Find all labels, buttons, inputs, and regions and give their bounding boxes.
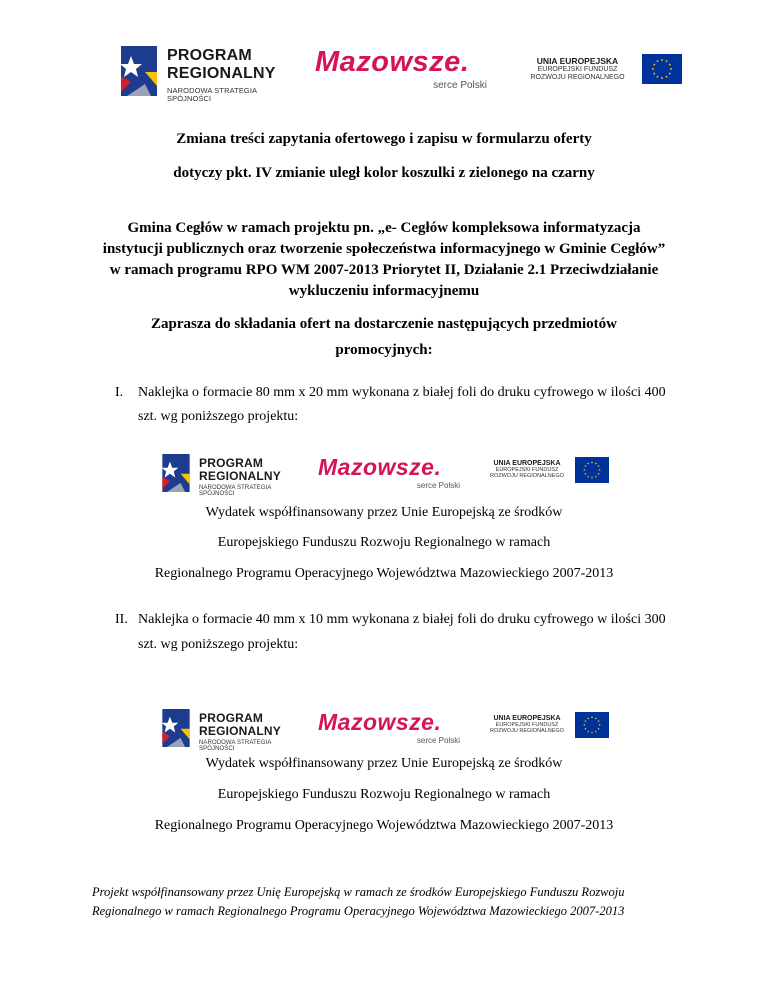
program-regionalny-logo <box>117 42 292 103</box>
eu-star-icon <box>584 465 586 467</box>
eu-logo-line3: ROZWOJU REGIONALNEGO <box>530 73 625 81</box>
eu-star-icon <box>661 59 664 62</box>
item-2-numeral: II. <box>115 612 128 627</box>
eu-star-icon <box>591 476 593 478</box>
sticker-2-text-3: Regionalnego Programu Operacyjnego Województwa Mazowieckiego 2007-2013 <box>154 818 614 833</box>
eu-star-icon <box>597 473 599 475</box>
mazowsze-tagline: serce Polski <box>433 80 487 91</box>
eu-star-icon <box>597 728 599 730</box>
eu-text-logo <box>482 460 572 479</box>
sticker-2-text-2: Europejskiego Funduszu Rozwoju Regionalnego w ramach <box>217 787 551 802</box>
mazowsze-tagline: serce Polski <box>416 736 460 745</box>
footer-line-2: Regionalnego w ramach Regionalnego Programu Operacyjnego Województwa Mazowieckiego 2007-2013 <box>92 904 625 918</box>
sticker-1-text-1: Wydatek współfinansowany przez Unie Europejską ze środków <box>205 505 563 520</box>
eu-star-icon <box>595 730 597 732</box>
eu-star-icon <box>584 728 586 730</box>
subject-line-1: Zmiana treści zapytania ofertowego i zapisu w formularzu oferty <box>176 131 592 147</box>
program-regionalny-mark-icon <box>117 42 161 100</box>
item-1-line-1: Naklejka o formacie 80 mm x 20 mm wykonana z białej foli do druku cyfrowego w ilości 400 <box>138 385 666 400</box>
program-logo-line3: NARODOWA STRATEGIA SPÓJNOŚCI <box>199 740 272 752</box>
eu-star-icon <box>587 730 589 732</box>
mazowsze-logo <box>318 456 468 496</box>
eu-star-icon <box>591 716 593 718</box>
eu-star-icon <box>597 720 599 722</box>
program-regionalny-mark-icon <box>159 706 193 750</box>
item-1-numeral: I. <box>115 385 124 400</box>
eu-star-icon <box>595 717 597 719</box>
intro-line-4: wykluczeniu informacyjnemu <box>288 283 480 299</box>
eu-logo-line2: EUROPEJSKI FUNDUSZ <box>495 722 559 729</box>
eu-star-icon <box>587 475 589 477</box>
eu-star-icon <box>583 724 585 726</box>
eu-star-icon <box>656 75 659 78</box>
sticker-1-text-3: Regionalnego Programu Operacyjnego Województwa Mazowieckiego 2007-2013 <box>154 566 614 581</box>
sticker-1-text-2: Europejskiego Funduszu Rozwoju Regionalnego w ramach <box>217 535 551 550</box>
eu-star-icon <box>591 461 593 463</box>
eu-star-icon <box>668 63 671 66</box>
eu-star-icon <box>587 462 589 464</box>
eu-flag-icon <box>642 54 682 84</box>
program-logo-line3: NARODOWA STRATEGIA SPÓJNOŚCI <box>199 485 272 497</box>
eu-star-icon <box>595 475 597 477</box>
program-logo-line1: PROGRAM <box>199 456 264 470</box>
eu-star-icon <box>668 72 671 75</box>
program-logo-line1: PROGRAM <box>167 47 252 64</box>
eu-logo-line2: EUROPEJSKI FUNDUSZ <box>495 467 559 474</box>
eu-star-icon <box>665 60 668 63</box>
sticker-2-text-1: Wydatek współfinansowany przez Unie Europejską ze środków <box>205 756 563 771</box>
eu-text-logo <box>482 715 572 734</box>
mazowsze-logo <box>318 711 468 751</box>
eu-text-logo <box>520 57 635 81</box>
intro-line-2: instytucji publicznych oraz tworzenie społeczeństwa informacyjnego w Gminie Cegłów” <box>102 241 666 257</box>
eu-logo-line1: UNIA EUROPEJSKA <box>493 460 561 467</box>
invite-line-1: Zaprasza do składania ofert na dostarczenie następujących przedmiotów <box>151 316 617 332</box>
program-logo-line1: PROGRAM <box>199 711 264 725</box>
mazowsze-wordmark: Mazowsze. <box>315 46 470 78</box>
eu-logo-line3: ROZWOJU REGIONALNEGO <box>490 728 564 735</box>
program-logo-line3: NARODOWA STRATEGIA SPÓJNOŚCI <box>167 86 257 103</box>
subject-line-2: dotyczy pkt. IV zmianie uległ kolor koszulki z zielonego na czarny <box>173 165 595 181</box>
mazowsze-wordmark: Mazowsze. <box>318 709 442 735</box>
eu-flag-icon <box>575 712 609 738</box>
eu-star-icon <box>599 724 601 726</box>
eu-logo-line1: UNIA EUROPEJSKA <box>536 56 619 66</box>
eu-star-icon <box>597 465 599 467</box>
eu-star-icon <box>661 77 664 80</box>
program-logo-line2: REGIONALNY <box>167 65 276 82</box>
sticker-1-logo-band <box>0 447 768 499</box>
eu-star-icon <box>652 68 655 71</box>
program-logo-line2: REGIONALNY <box>199 724 282 738</box>
header-logo-band <box>0 40 768 102</box>
eu-star-icon <box>656 60 659 63</box>
eu-star-icon <box>599 469 601 471</box>
item-2-line-2: szt. wg poniższego projektu: <box>138 637 299 652</box>
eu-star-icon <box>653 63 656 66</box>
eu-star-icon <box>653 72 656 75</box>
sticker-2-logo-band <box>0 702 768 754</box>
eu-star-icon <box>583 469 585 471</box>
eu-logo-line1: UNIA EUROPEJSKA <box>493 715 561 722</box>
item-1-line-2: szt. wg poniższego projektu: <box>138 409 299 424</box>
eu-star-icon <box>670 68 673 71</box>
eu-star-icon <box>665 75 668 78</box>
eu-star-icon <box>584 473 586 475</box>
program-regionalny-logo <box>159 706 299 750</box>
item-2-line-1: Naklejka o formacie 40 mm x 10 mm wykonana z białej foli do druku cyfrowego w ilości 300 <box>138 612 666 627</box>
eu-flag-icon <box>575 457 609 483</box>
eu-star-icon <box>584 720 586 722</box>
mazowsze-wordmark: Mazowsze. <box>318 454 442 480</box>
intro-line-1: Gmina Cegłów w ramach projektu pn. „e- Cegłów kompleksowa informatyzacja <box>127 220 641 236</box>
eu-star-icon <box>587 717 589 719</box>
invite-line-2: promocyjnych: <box>335 342 433 358</box>
program-regionalny-mark-icon <box>159 451 193 495</box>
eu-star-icon <box>595 462 597 464</box>
program-logo-line2: REGIONALNY <box>199 469 282 483</box>
eu-logo-line2: EUROPEJSKI FUNDUSZ <box>537 65 618 73</box>
mazowsze-logo <box>315 48 495 96</box>
intro-line-3: w ramach programu RPO WM 2007-2013 Priorytet II, Działanie 2.1 Przeciwdziałanie <box>109 262 659 278</box>
program-regionalny-logo <box>159 451 299 495</box>
eu-logo-line3: ROZWOJU REGIONALNEGO <box>490 473 564 480</box>
eu-star-icon <box>591 731 593 733</box>
mazowsze-tagline: serce Polski <box>416 481 460 490</box>
footer-line-1: Projekt współfinansowany przez Unię Europejską w ramach ze środków Europejskiego Funduszu Rozwoju <box>92 885 625 899</box>
